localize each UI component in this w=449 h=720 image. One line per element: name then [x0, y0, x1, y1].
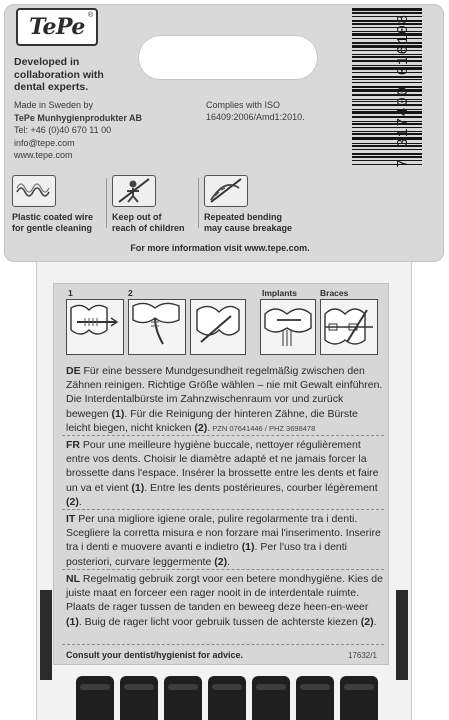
- instructions-de: [66, 364, 384, 436]
- tagline-line: collaboration with: [14, 68, 104, 81]
- feature-icons: [12, 175, 302, 231]
- package-edge: [40, 590, 52, 680]
- illustration-label: Braces: [320, 288, 349, 298]
- hang-hole: [138, 35, 318, 80]
- compliance-line: Complies with ISO: [206, 100, 281, 110]
- feature-label: may cause breakage: [204, 223, 293, 233]
- logo-text: TePe: [29, 14, 85, 40]
- instruction-text: .: [373, 615, 377, 628]
- instruction-text: .: [78, 495, 82, 508]
- tagline-line: dental experts.: [14, 81, 89, 93]
- consult-advice: Consult your dentist/hygienist for advice.: [66, 650, 244, 660]
- step1-illustration: [66, 299, 124, 355]
- company-name: TePe Munhygienprodukter AB: [14, 112, 143, 123]
- instruction-text: Regelmatig gebruik zorgt voor een betere mondhygiëne. Kies de juiste maat en forceer een rager nooit in de interdentale ruimte. Plaats de rager tussen de tanden en beweeg deze heen-en-weer: [66, 573, 383, 614]
- phone: Tel: +46 (0)40 670 11 00: [14, 125, 112, 135]
- feature-label: Plastic coated wire: [12, 212, 94, 222]
- product-code: 17632/1: [348, 651, 377, 660]
- step3-illustration: [190, 299, 246, 355]
- step-reference: (2): [194, 421, 208, 434]
- interdental-brush: [208, 676, 246, 720]
- illustration-label: 2: [128, 288, 133, 298]
- illustration-label: 1: [68, 288, 73, 298]
- instruction-text: Pour une meilleure hygiène buccale, nettoyer régulièrement entre vos dents. Choisir le diamètre adapté et ne jamais forcer la brossette dans l'espace. Insérer la brossette entre les dents et faire un va et vient: [66, 439, 379, 494]
- barcode-digits: 7 317400 016108: [395, 13, 412, 168]
- step-reference: (1): [131, 481, 145, 494]
- step2-illustration: [128, 299, 186, 355]
- email: info@tepe.com: [14, 137, 75, 148]
- language-code: IT: [66, 513, 76, 525]
- feature-children: [112, 175, 204, 231]
- instructions-it: [66, 512, 384, 569]
- step-reference: (1): [111, 407, 125, 420]
- brand-logo: [16, 8, 98, 46]
- instructions-nl: [66, 572, 384, 629]
- made-in: Made in Sweden by: [14, 100, 94, 110]
- website: www.tepe.com: [14, 150, 73, 160]
- compliance-line: 16409:2006/Amd1:2010.: [206, 112, 305, 122]
- section-divider: [62, 569, 384, 570]
- step-reference: (2): [214, 555, 228, 568]
- braces-illustration: [320, 299, 378, 355]
- section-divider: [62, 509, 384, 510]
- section-divider: [62, 435, 384, 436]
- instruction-text: .: [227, 555, 231, 568]
- language-code: DE: [66, 365, 81, 377]
- section-divider: [62, 644, 384, 645]
- instruction-text: . Per l'uso tra i denti posteriori, curvare leggermente: [66, 541, 347, 568]
- feature-coated-wire: [12, 175, 104, 231]
- instruction-text: . Buig de rager licht voor gebruik tussen de achterste kiezen: [78, 615, 361, 628]
- interdental-brush: [120, 676, 158, 720]
- instruction-text: Für eine bessere Mundgesundheit regelmäßig zwischen den Zähnen reinigen. Richtige Größe wählen – nie mit Gewalt einführen. Die Interdentalbürste im Zahnzwischenraum vor und zurück bewegen: [66, 365, 383, 420]
- instruction-text: Per una migliore igiene orale, pulire regolarmente tra i denti. Scegliere la corretta misura e non forzare mai l'inserimento. Inserire tra i denti e muovere avanti e indietro: [66, 513, 381, 554]
- tagline: [14, 56, 134, 94]
- instruction-text: . Für die Reinigung der hinteren Zähne, die Bürste leicht biegen, nicht knicken: [66, 407, 358, 434]
- feature-bending: [204, 175, 296, 231]
- instruction-text: .: [207, 421, 211, 434]
- interdental-brush: [340, 676, 378, 720]
- registered-mark: ®: [87, 12, 93, 19]
- manufacturer-info: [14, 99, 194, 162]
- bending-warning-icon: [204, 175, 248, 207]
- barcode-stripe: [352, 8, 422, 11]
- feature-label: Keep out of: [112, 212, 162, 222]
- interdental-brush: [76, 676, 114, 720]
- divider: [106, 178, 107, 228]
- coated-wire-icon: [12, 175, 56, 207]
- language-code: NL: [66, 573, 80, 585]
- feature-label: reach of children: [112, 223, 185, 233]
- more-info-text: For more information visit www.tepe.com.: [130, 243, 310, 253]
- feature-label: for gentle cleaning: [12, 223, 93, 233]
- compliance-info: [206, 99, 346, 123]
- keep-away-children-icon: [112, 175, 156, 207]
- tagline-line: Developed in: [14, 56, 80, 68]
- step-reference: (1): [66, 615, 79, 628]
- instruction-text: . Entre les dents postérieures, courber légèrement: [144, 481, 378, 494]
- illustration-label: Implants: [262, 288, 297, 298]
- step-reference: (1): [241, 541, 255, 554]
- step-reference: (2): [66, 495, 79, 508]
- package-edge: [396, 590, 408, 680]
- feature-label: Repeated bending: [204, 212, 283, 222]
- interdental-brush: [164, 676, 202, 720]
- language-code: FR: [66, 439, 80, 451]
- interdental-brush: [252, 676, 290, 720]
- instructions-fr: [66, 438, 384, 509]
- pzn-code: PZN 07641446 / PHZ 3698478: [210, 423, 316, 433]
- interdental-brush: [296, 676, 334, 720]
- divider: [198, 178, 199, 228]
- implants-illustration: [260, 299, 316, 355]
- step-reference: (2): [360, 615, 374, 628]
